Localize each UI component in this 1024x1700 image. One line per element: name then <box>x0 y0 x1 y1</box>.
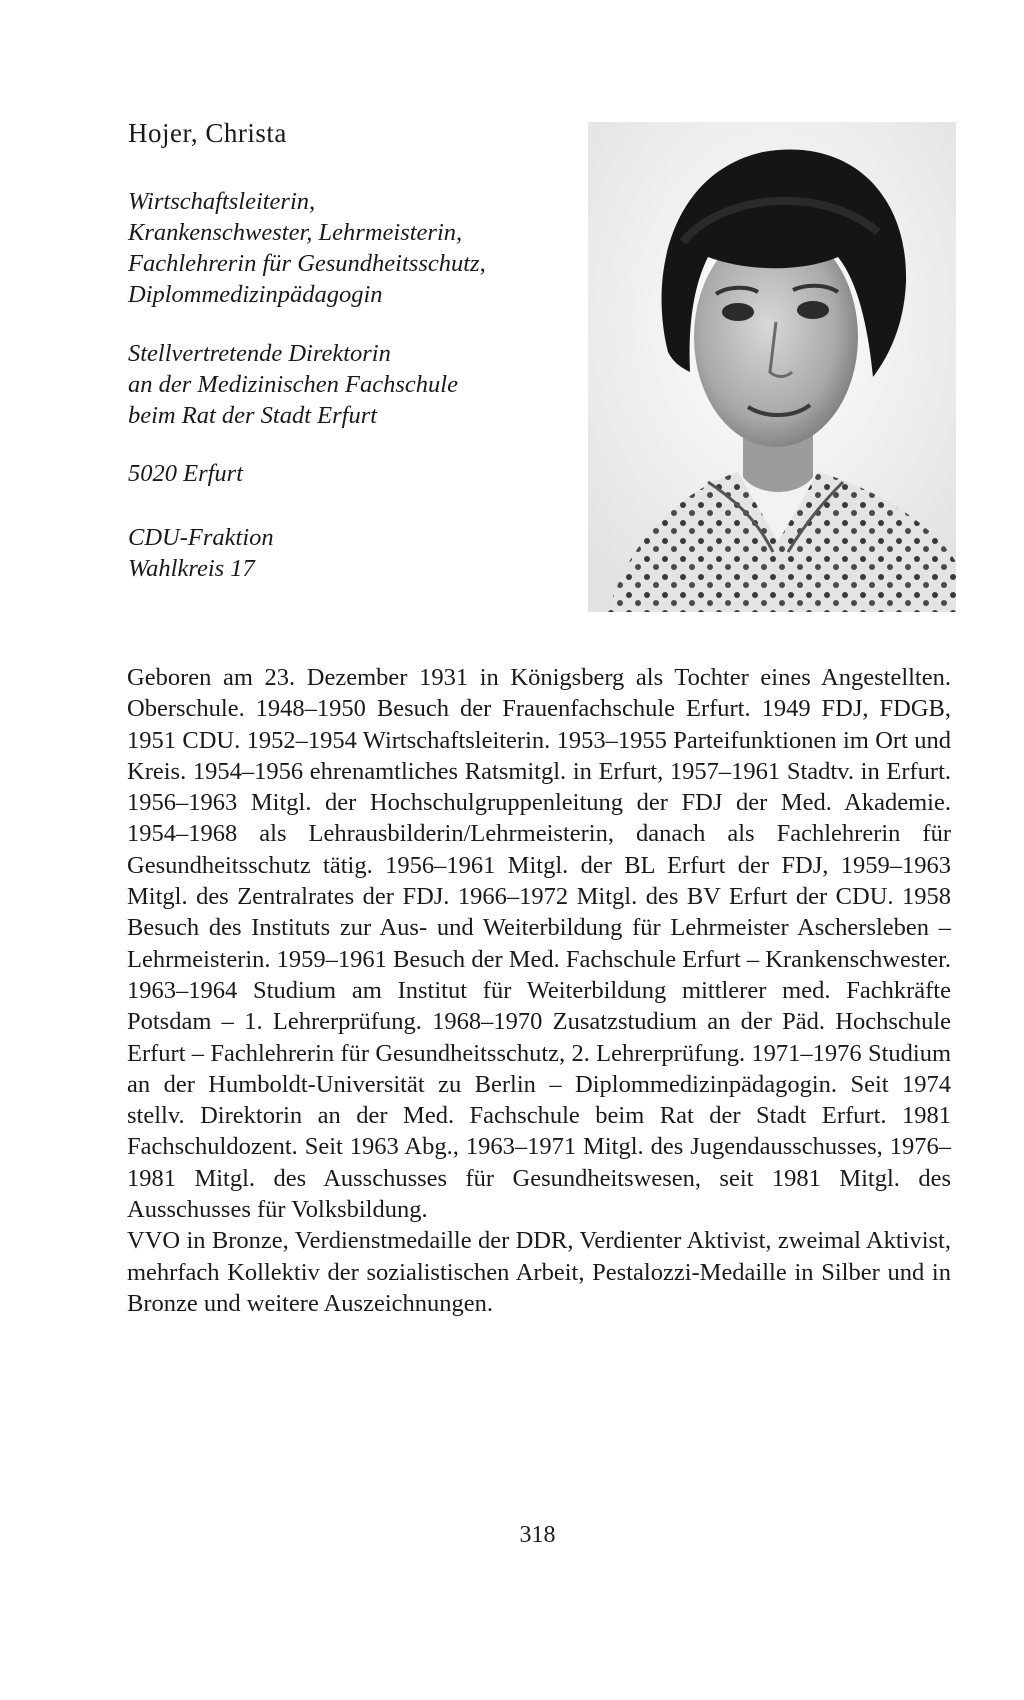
professions <box>128 186 578 310</box>
profession-line: Wirtschaftsleiterin, <box>128 188 316 215</box>
biography <box>127 662 951 1319</box>
constituency: Wahlkreis 17 <box>128 555 255 582</box>
faction: CDU-Fraktion <box>128 524 274 551</box>
city-line: 5020 Erfurt <box>128 460 244 487</box>
awards-paragraph: VVO in Bronze, Verdienstmedaille der DDR, Verdienter Aktivist, zweimal Aktivist, mehrfach Kollektiv der sozialistischen Arbeit, Pestalozzi-Medaille in Silber und in Bronze und weitere Auszeichnungen. <box>127 1227 951 1317</box>
profession-line: Fachlehrerin für Gesundheitsschutz, <box>128 250 486 277</box>
biography-paragraph: Geboren am 23. Dezember 1931 in Königsberg als Tochter eines Angestellten. Oberschule. 1948–1950 Besuch der Frauenfachschule Erfurt. 1949 FDJ, FDGB, 1951 CDU. 1952–1954 Wirtschaftsleiterin. 1953–1955 Parteifunktionen im Ort und Kreis. 1954–1956 ehrenamtliches Ratsmitgl. in Erfurt, 1957–1961 Stadtv. in Erfurt. 1956–1963 Mitgl. der Hochschulgruppenleitung der FDJ der Med. Akademie. 1954–1968 als Lehrausbilderin/Lehrmeisterin, danach als Fachlehrerin für Gesundheitsschutz tätig. 1956–1961 Mitgl. der BL Erfurt der FDJ, 1959–1963 Mitgl. des Zentralrates der FDJ. 1966–1972 Mitgl. des BV Erfurt der CDU. 1958 Besuch des Instituts zur Aus- und Weiterbildung für Lehrmeister Aschersleben – Lehrmeisterin. 1959–1961 Besuch der Med. Fachschule Erfurt – Krankenschwester. 1963–1964 Studium am Institut für Weiterbildung mittlerer med. Fachkräfte Potsdam – 1. Lehrerprüfung. 1968–1970 Zusatzstudium an der Päd. Hochschule Erfurt – Fachlehrerin für Gesundheitsschutz, 2. Lehrerprüfung. 1971–1976 Studium an der Humboldt-Universität zu Berlin – Diplommedizinpädagogin. Seit 1974 stellv. Direktorin an der Med. Fachschule beim Rat der Stadt Erfurt. 1981 Fachschuldozent. Seit 1963 Abg., 1963–1971 Mitgl. des Jugendausschusses, 1976–1981 Mitgl. des Ausschusses für Gesundheitswesen, seit 1981 Mitgl. des Ausschusses für Volksbildung. <box>127 664 951 1224</box>
entry-name: Hojer, Christa <box>128 118 287 148</box>
profession-line: Diplommedizinpädagogin <box>128 281 383 308</box>
profession-line: Krankenschwester, Lehrmeisterin, <box>128 219 463 246</box>
position-line: Stellvertretende Direktorin <box>128 340 391 367</box>
position-line: beim Rat der Stadt Erfurt <box>128 402 378 429</box>
portrait-photo <box>588 122 956 612</box>
city <box>128 458 243 489</box>
position <box>128 338 458 431</box>
page-number: 318 <box>519 1522 556 1548</box>
faction-block <box>128 522 274 584</box>
portrait-image <box>588 122 956 612</box>
entry-header <box>128 186 578 582</box>
position-line: an der Medizinischen Fachschule <box>128 371 458 398</box>
